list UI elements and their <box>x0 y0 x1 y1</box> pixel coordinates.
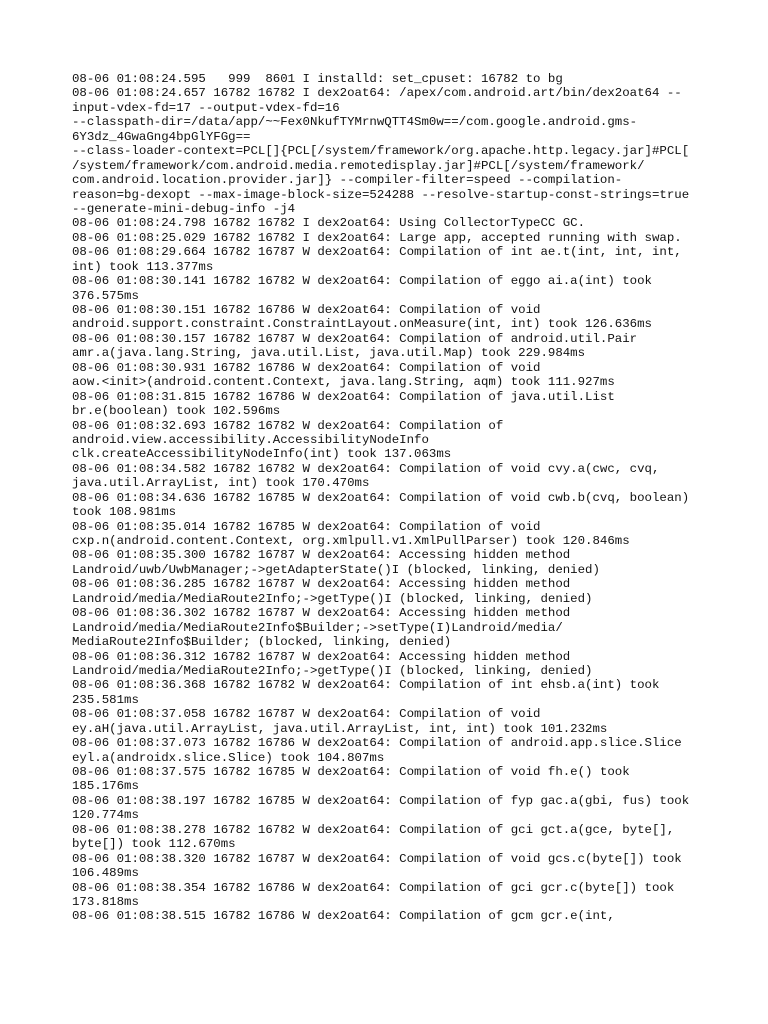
log-line: 08-06 01:08:24.657 16782 16782 I dex2oat64: /apex/com.android.art/bin/dex2oat64 -- <box>72 86 682 101</box>
log-line: 08-06 01:08:36.285 16782 16787 W dex2oat64: Accessing hidden method <box>72 577 571 592</box>
log-line: android.view.accessibility.AccessibilityNodeInfo <box>72 432 429 447</box>
log-line: 08-06 01:08:32.693 16782 16782 W dex2oat64: Compilation of <box>72 418 504 433</box>
log-line: MediaRoute2Info$Builder; (blocked, linking, denied) <box>72 635 452 650</box>
log-line: 08-06 01:08:36.312 16782 16787 W dex2oat64: Accessing hidden method <box>72 649 571 664</box>
log-line: 08-06 01:08:34.636 16782 16785 W dex2oat64: Compilation of void cwb.b(cvq, boolean) <box>72 490 690 505</box>
log-line: Landroid/media/MediaRoute2Info;->getType()I (blocked, linking, denied) <box>72 663 593 678</box>
log-line: 173.818ms <box>72 894 139 909</box>
log-line: 08-06 01:08:38.354 16782 16786 W dex2oat64: Compilation of gci gcr.c(byte[]) took <box>72 880 675 895</box>
log-line: 08-06 01:08:29.664 16782 16787 W dex2oat64: Compilation of int ae.t(int, int, int, <box>72 245 682 260</box>
log-line: 08-06 01:08:30.931 16782 16786 W dex2oat64: Compilation of void <box>72 360 541 375</box>
log-line: br.e(boolean) took 102.596ms <box>72 404 281 419</box>
log-line: amr.a(java.lang.String, java.util.List, java.util.Map) took 229.984ms <box>72 346 586 361</box>
log-line: 185.176ms <box>72 779 139 794</box>
log-line: Landroid/media/MediaRoute2Info$Builder;->setType(I)Landroid/media/ <box>72 620 563 635</box>
log-line: 08-06 01:08:37.058 16782 16787 W dex2oat64: Compilation of void <box>72 707 541 722</box>
log-line: 235.581ms <box>72 692 139 707</box>
log-line: 08-06 01:08:36.302 16782 16787 W dex2oat64: Accessing hidden method <box>72 606 571 621</box>
log-line: 08-06 01:08:35.300 16782 16787 W dex2oat64: Accessing hidden method <box>72 548 571 563</box>
log-line: 376.575ms <box>72 288 139 303</box>
log-line: 08-06 01:08:37.073 16782 16786 W dex2oat64: Compilation of android.app.slice.Slice <box>72 736 682 751</box>
log-line: clk.createAccessibilityNodeInfo(int) took 137.063ms <box>72 447 452 462</box>
log-line: Landroid/media/MediaRoute2Info;->getType()I (blocked, linking, denied) <box>72 591 593 606</box>
log-line: 6Y3dz_4GwaGng4bpGlYFGg== <box>72 129 251 144</box>
log-line: 08-06 01:08:38.278 16782 16782 W dex2oat64: Compilation of gci gct.a(gce, byte[], <box>72 822 675 837</box>
log-line: /system/framework/com.android.media.remotedisplay.jar]#PCL[/system/framework/ <box>72 158 645 173</box>
log-line: int) took 113.377ms <box>72 259 214 274</box>
log-line: 106.489ms <box>72 866 139 881</box>
log-line: 08-06 01:08:30.157 16782 16787 W dex2oat64: Compilation of android.util.Pair <box>72 331 638 346</box>
log-line: 08-06 01:08:24.798 16782 16782 I dex2oat64: Using CollectorTypeCC GC. <box>72 216 586 231</box>
log-line: --generate-mini-debug-info -j4 <box>72 201 296 216</box>
log-line: 08-06 01:08:38.320 16782 16787 W dex2oat64: Compilation of void gcs.c(byte[]) took <box>72 851 682 866</box>
log-line: ey.aH(java.util.ArrayList, java.util.ArrayList, int, int) took 101.232ms <box>72 721 608 736</box>
log-line: com.android.location.provider.jar]} --compiler-filter=speed --compilation- <box>72 173 623 188</box>
log-line: 08-06 01:08:37.575 16782 16785 W dex2oat64: Compilation of void fh.e() took <box>72 765 630 779</box>
log-line: java.util.ArrayList, int) took 170.470ms <box>72 476 370 491</box>
log-line: 08-06 01:08:30.151 16782 16786 W dex2oat64: Compilation of void <box>72 303 541 317</box>
log-line: aow.<init>(android.content.Context, java.lang.String, aqm) took 111.927ms <box>72 375 615 390</box>
log-line: cxp.n(android.content.Context, org.xmlpull.v1.XmlPullParser) took 120.846ms <box>72 534 630 548</box>
log-line: 08-06 01:08:38.197 16782 16785 W dex2oat64: Compilation of fyp gac.a(gbi, fus) took <box>72 793 690 808</box>
log-line: --class-loader-context=PCL[]{PCL[/system/framework/org.apache.http.legacy.jar]#PCL[ <box>72 144 690 159</box>
log-line: 08-06 01:08:35.014 16782 16785 W dex2oat64: Compilation of void <box>72 519 541 534</box>
log-line: 08-06 01:08:34.582 16782 16782 W dex2oat64: Compilation of void cvy.a(cwc, cvq, <box>72 461 660 476</box>
log-line: byte[]) took 112.670ms <box>72 837 236 852</box>
log-line: Landroid/uwb/UwbManager;->getAdapterState()I (blocked, linking, denied) <box>72 562 600 577</box>
log-line: 08-06 01:08:30.141 16782 16782 W dex2oat64: Compilation of eggo ai.a(int) took <box>72 274 652 289</box>
log-line: eyl.a(androidx.slice.Slice) took 104.807ms <box>72 750 385 765</box>
log-line: input-vdex-fd=17 --output-vdex-fd=16 <box>72 100 340 115</box>
log-line: took 108.981ms <box>72 505 177 520</box>
log-line: 08-06 01:08:36.368 16782 16782 W dex2oat64: Compilation of int ehsb.a(int) took <box>72 678 660 693</box>
log-text-block <box>72 72 712 924</box>
log-line: 120.774ms <box>72 808 139 823</box>
log-line: 08-06 01:08:24.595 999 8601 I installd: set_cpuset: 16782 to bg <box>72 72 563 86</box>
log-line: --classpath-dir=/data/app/~~Fex0NkufTYMrnwQTT4Sm0w==/com.google.android.gms- <box>72 115 638 130</box>
log-line: 08-06 01:08:31.815 16782 16786 W dex2oat64: Compilation of java.util.List <box>72 389 615 404</box>
log-line: android.support.constraint.ConstraintLayout.onMeasure(int, int) took 126.636ms <box>72 317 652 332</box>
log-line: 08-06 01:08:38.515 16782 16786 W dex2oat64: Compilation of gcm gcr.e(int, <box>72 909 615 924</box>
log-line: reason=bg-dexopt --max-image-block-size=524288 --resolve-startup-const-strings=true <box>72 187 690 202</box>
log-line: 08-06 01:08:25.029 16782 16782 I dex2oat64: Large app, accepted running with swap. <box>72 230 682 245</box>
